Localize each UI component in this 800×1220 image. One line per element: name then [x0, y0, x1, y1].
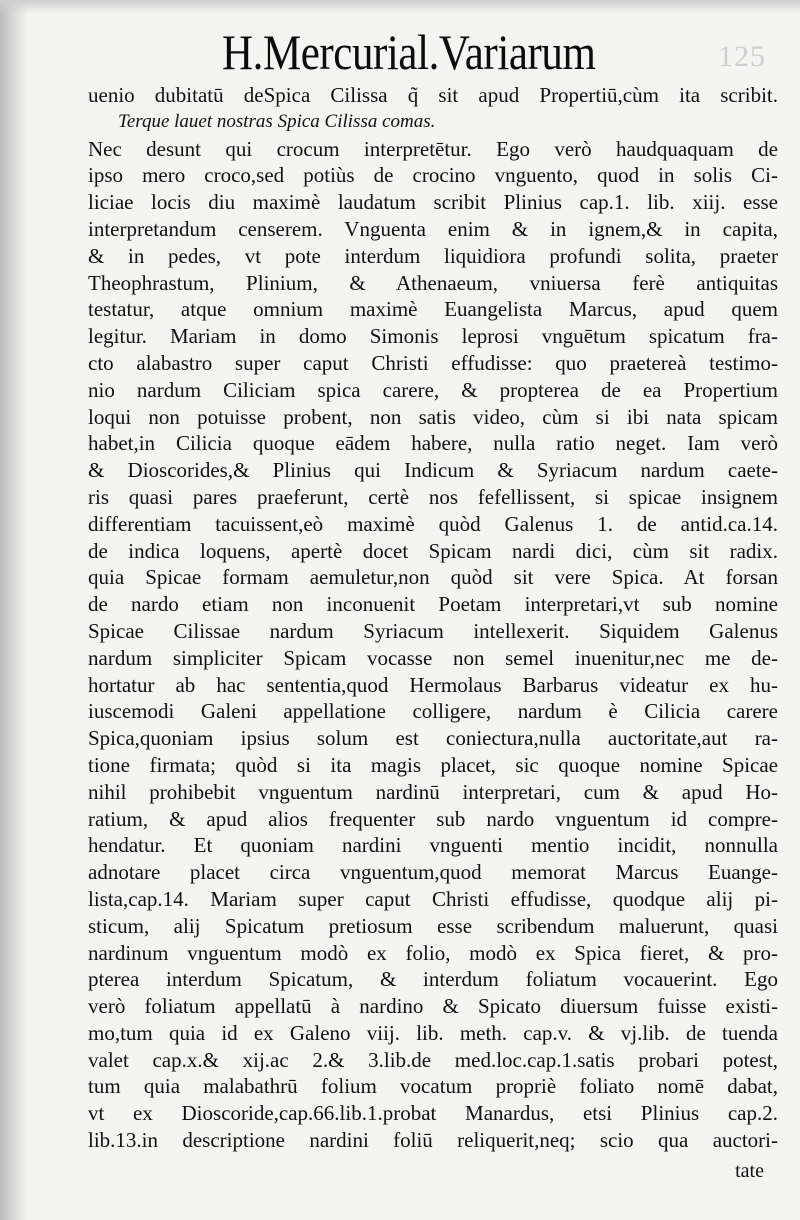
text-line: Spicae Cilissae nardum Syriacum intellexerit. Siquidem Galenus [88, 618, 778, 643]
verse-quotation-line: Terque lauet nostras Spica Cilissa comas. [118, 110, 436, 132]
text-line: liciae locis diu maximè laudatum scribit Plinius cap.1. lib. xiij. esse [88, 190, 778, 215]
text-line: interpretandum censerem. Vnguenta enim & in ignem,& in capita, [88, 216, 778, 241]
text-line: nardinum vnguentum modò ex folio, modò ex Spica fieret, & pro- [88, 940, 778, 965]
text-line: adnotare placet circa vnguentum,quod memorat Marcus Euange- [88, 860, 778, 885]
text-line: lista,cap.14. Mariam super caput Christi effudisse, quodque alij pi- [88, 886, 778, 911]
text-line: quia Spicae formam aemuletur,non quòd sit vere Spica. At forsan [88, 565, 778, 590]
text-line: Nec desunt qui crocum interpretētur. Ego verò haudquaquam de [88, 136, 778, 161]
text-line: ratium, & apud alios frequenter sub nardo vnguentum id compre- [88, 806, 778, 831]
text-line: loqui non potuisse probent, non satis video, cùm si ibi nata spicam [88, 404, 778, 429]
text-line: nardum simpliciter Spicam vocasse non semel inuenitur,nec me de- [88, 645, 778, 670]
text-line: hortatur ab hac sententia,quod Hermolaus Barbarus videatur ex hu- [88, 672, 778, 697]
bleed-through-page-number: 125 [718, 40, 766, 73]
text-line: uenio dubitatū deSpica Cilissa q̃ sit apud Propertiū,cùm ita scribit. [88, 83, 778, 107]
text-line: lib.13.in descriptione nardini foliū reliquerit,neq; scio qua auctori- [88, 1128, 778, 1153]
text-line: legitur. Mariam in domo Simonis leprosi vnguētum spicatum fra- [88, 324, 778, 349]
text-line: mo,tum quia id ex Galeno viij. lib. meth. cap.v. & vj.lib. de tuenda [88, 1020, 778, 1045]
text-line: tum quia malabathrū folium vocatum propriè foliato nomē dabat, [88, 1074, 778, 1099]
text-line: valet cap.x.& xij.ac 2.& 3.lib.de med.loc.cap.1.satis probari potest, [88, 1047, 778, 1072]
text-line: differentiam tacuissent,eò maximè quòd Galenus 1. de antid.ca.14. [88, 511, 778, 536]
top-edge-shadow [0, 0, 800, 14]
text-line: habet,in Cilicia quoque eādem habere, nulla ratio neget. Iam verò [88, 431, 778, 456]
text-line: de nardo etiam non inconuenit Poetam interpretari,vt sub nomine [88, 592, 778, 617]
text-line: & Dioscorides,& Plinius qui Indicum & Syriacum nardum caete- [88, 458, 778, 483]
text-line: iuscemodi Galeni appellatione colligere, nardum è Cilicia carere [88, 699, 778, 724]
text-line: vt ex Dioscoride,cap.66.lib.1.probat Manardus, etsi Plinius cap.2. [88, 1101, 778, 1126]
text-line: testatur, atque omnium maximè Euangelista Marcus, apud quem [88, 297, 778, 322]
text-line: verò foliatum appellatū à nardino & Spicato diuersum fuisse existi- [88, 994, 778, 1019]
text-line: Spica,quoniam ipsius solum est coniectura,nulla auctoritate,aut ra- [88, 726, 778, 751]
text-line: nio nardum Ciliciam spica carere, & propterea de ea Propertium [88, 377, 778, 402]
text-line: cto alabastro super caput Christi effudisse: quo praetereà testimo- [88, 350, 778, 375]
text-line: & in pedes, vt pote interdum liquidiora profundi solita, praeter [88, 243, 778, 268]
text-line: de indica loquens, apertè docet Spicam nardi dici, cùm sit radix. [88, 538, 778, 563]
text-line: ris quasi pares praeferunt, certè nos fefellissent, si spicae insignem [88, 484, 778, 509]
text-line: tione firmata; quòd si ita magis placet, sic quoque nomine Spicae [88, 752, 778, 777]
text-line: sticum, alij Spicatum pretiosum esse scribendum maluerunt, quasi [88, 913, 778, 938]
text-line: hendatur. Et quoniam nardini vnguenti mentio incidit, nonnulla [88, 833, 778, 858]
body-text [88, 82, 778, 1154]
text-line: nihil prohibebit vnguentum nardinū interpretari, cum & apud Ho- [88, 779, 778, 804]
text-line: ipso mero croco,sed potiùs de crocino vnguento, quod in solis Ci- [88, 163, 778, 188]
running-head: H.Mercurial.Variarum [222, 24, 596, 80]
catchword: tate [735, 1160, 764, 1182]
text-line: Theophrastum, Plinium, & Athenaeum, vniuersa ferè antiquitas [88, 270, 778, 295]
text-line: pterea interdum Spicatum, & interdum foliatum vocauerint. Ego [88, 967, 778, 992]
binding-shadow [0, 0, 28, 1220]
